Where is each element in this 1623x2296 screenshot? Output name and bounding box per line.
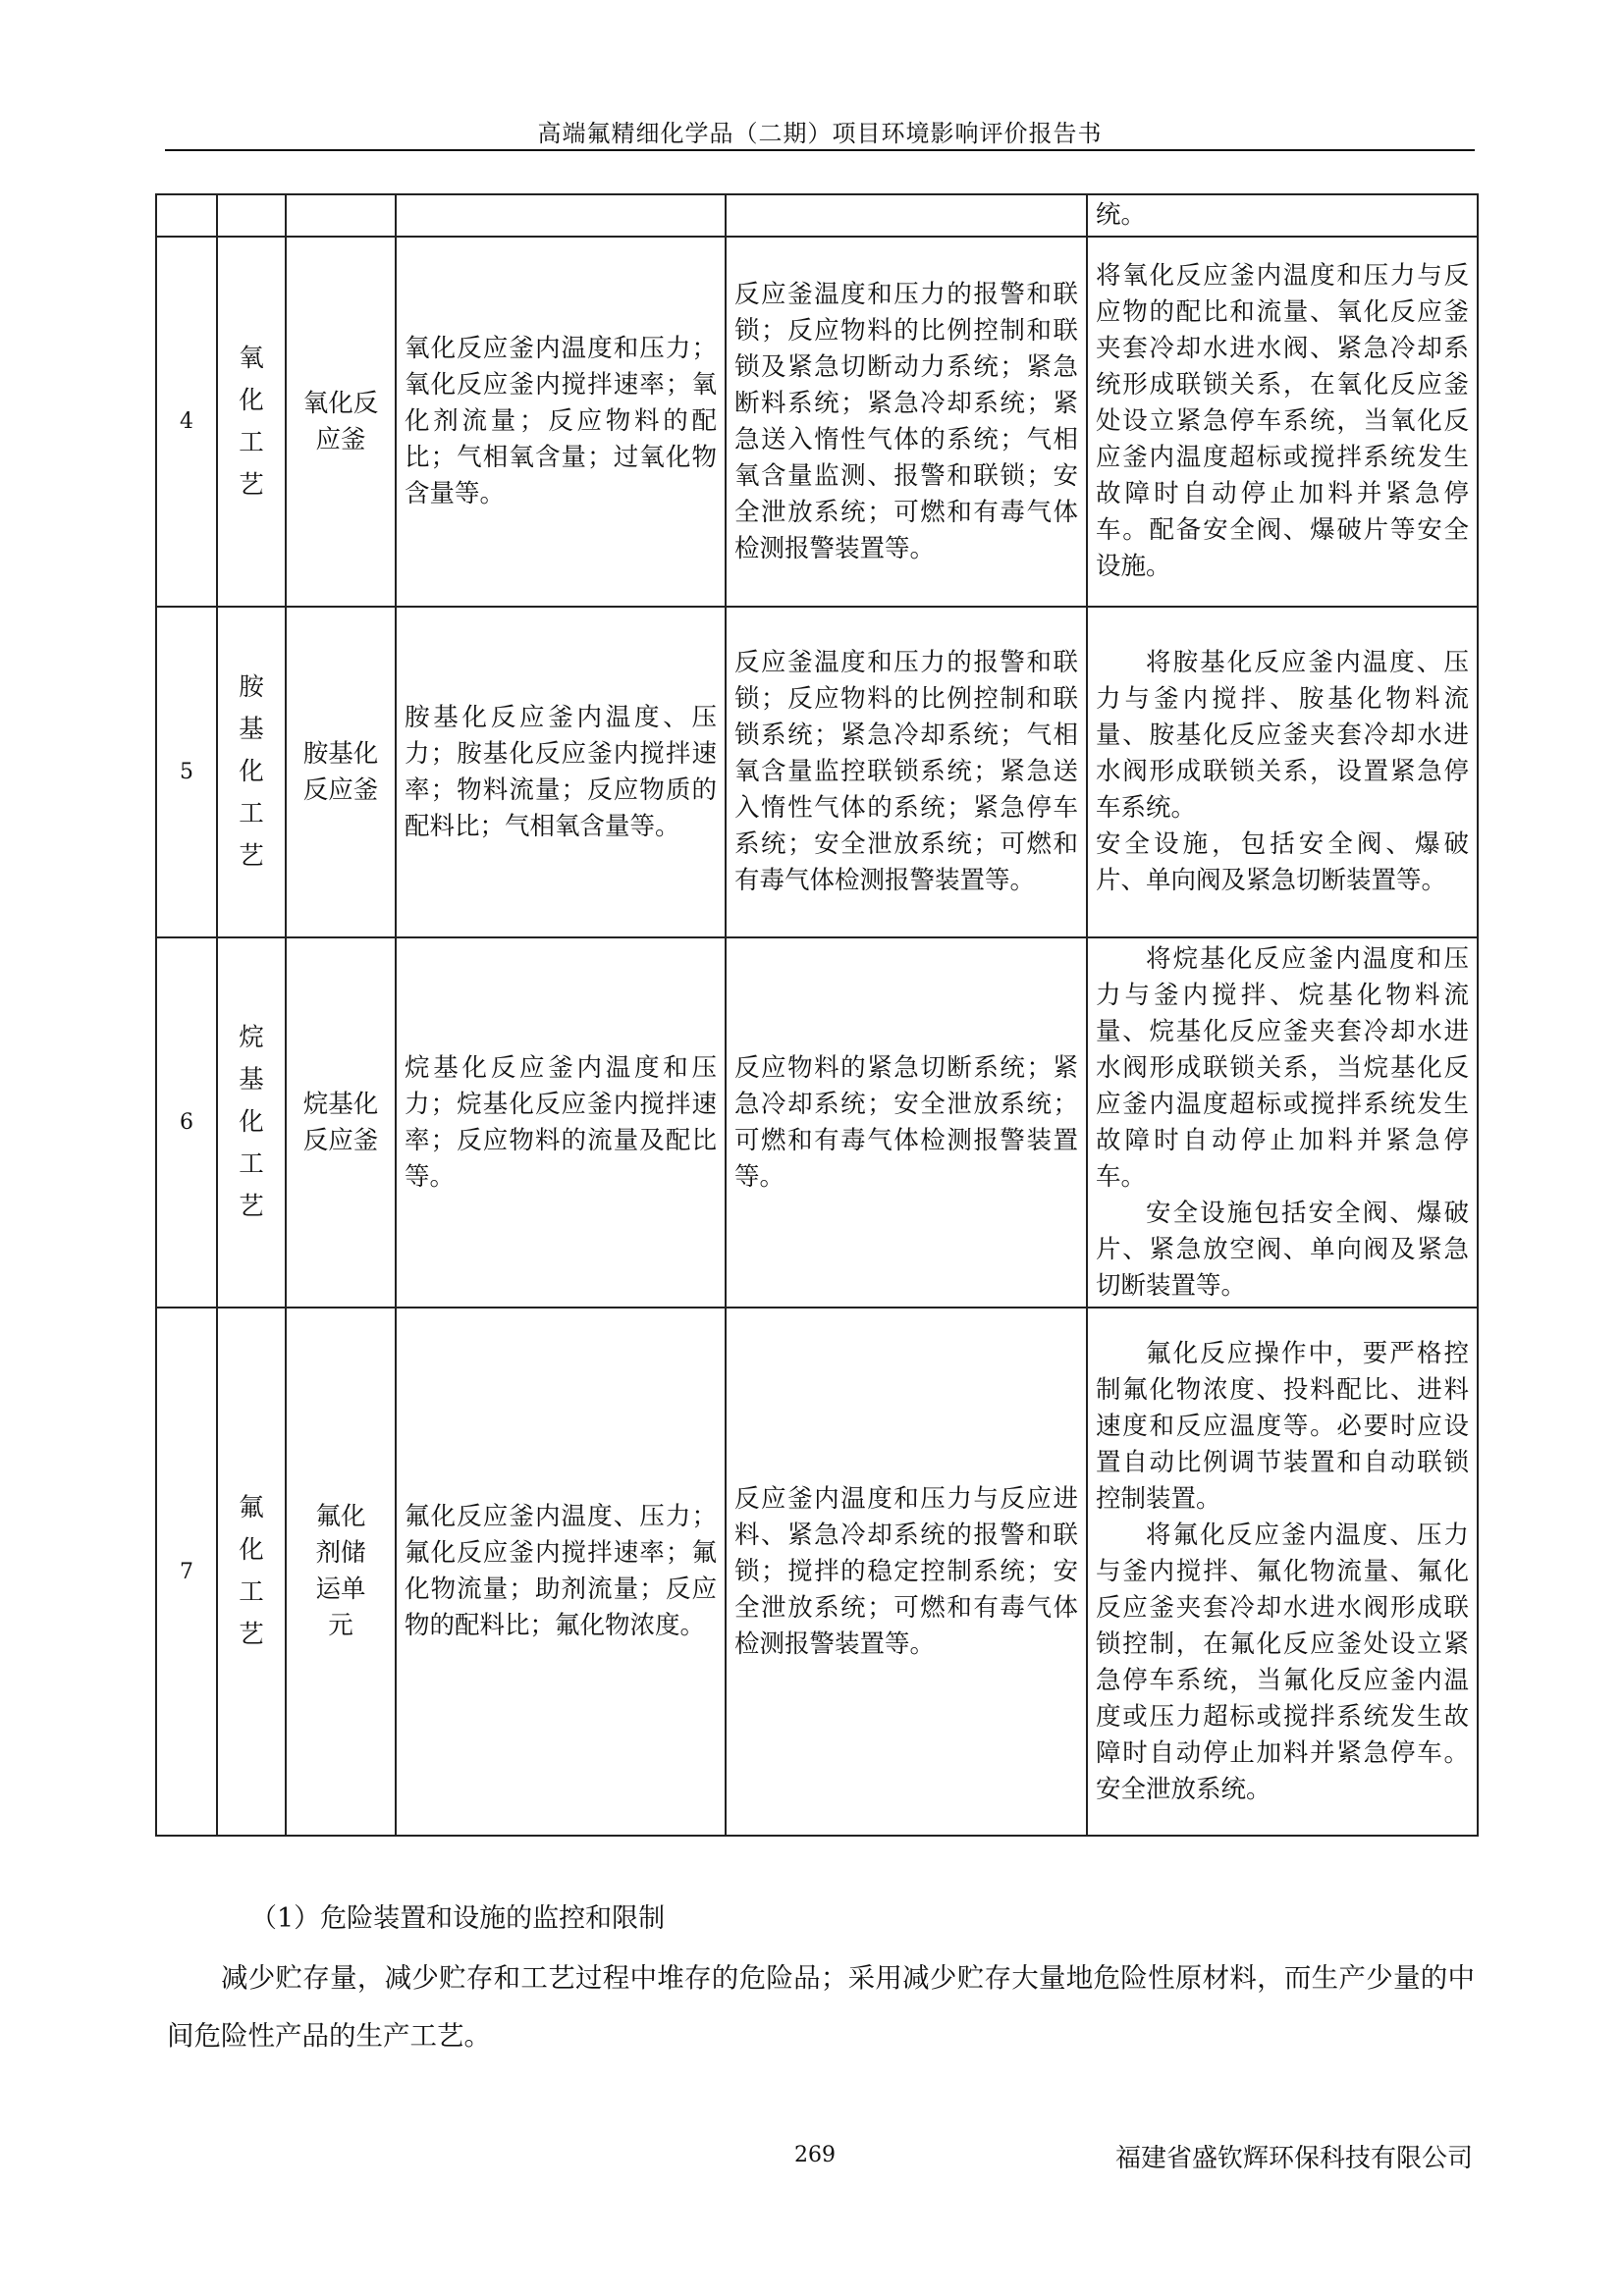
measures-cell xyxy=(1087,937,1478,1308)
parameters-cell: 氟化反应釜内温度、压力；氟化反应釜内搅拌速率；氟化物流量；助剂流量；反应物的配料比；氟化物浓度。 xyxy=(396,1308,726,1836)
parameters-cell: 氧化反应釜内温度和压力；氧化反应釜内搅拌速率；氧化剂流量；反应物料的配比；气相氧含量；过氧化物含量等。 xyxy=(396,237,726,607)
table-row xyxy=(156,237,1478,607)
controls-cell: 反应釜温度和压力的报警和联锁；反应物料的比例控制和联锁系统；紧急冷却系统；气相氧含量监控联锁系统；紧急送入惰性气体的系统；紧急停车系统；安全泄放系统；可燃和有毒气体检测报警装置等。 xyxy=(726,607,1087,937)
measures-paragraph: 安全设施包括安全阀、爆破片、紧急放空阀、单向阀及紧急切断装置等。 xyxy=(1096,1198,1469,1301)
page-header-title: 高端氟精细化学品（二期）项目环境影响评价报告书 xyxy=(537,120,1103,147)
process-name-cell: 氟化工艺 xyxy=(217,1308,286,1836)
measures-paragraph: 将胺基化反应釜内温度、压力与釜内搅拌、胺基化物料流量、胺基化反应釜夹套冷却水进水阀形成联锁关系，设置紧急停车系统。 xyxy=(1096,648,1469,823)
table-row xyxy=(156,1308,1478,1836)
controls-cell: 反应物料的紧急切断系统；紧急冷却系统；安全泄放系统；可燃和有毒气体检测报警装置等。 xyxy=(726,937,1087,1308)
process-name-cell: 烷基化工艺 xyxy=(217,937,286,1308)
header-rule xyxy=(165,149,1475,151)
measures-paragraph: 氟化反应操作中，要严格控制氟化物浓度、投料配比、进料速度和反应温度等。必要时应设置自动比例调节装置和自动联锁控制装置。 xyxy=(1096,1338,1469,1514)
device-cell: 胺基化反应釜 xyxy=(286,607,396,937)
measures-paragraph: 将氟化反应釜内温度、压力与釜内搅拌、氟化物流量、氟化反应釜夹套冷却水进水阀形成联锁控制，在氟化反应釜处设立紧急停车系统，当氟化反应釜内温度或压力超标或搅拌系统发生故障时自动停止加料并紧急停车。安全泄放系统。 xyxy=(1096,1520,1469,1804)
table-row-continued xyxy=(156,194,1478,237)
device-cell: 氟化剂储运单元 xyxy=(286,1308,396,1836)
measures-cell xyxy=(1087,607,1478,937)
parameters-cell: 烷基化反应釜内温度和压力；烷基化反应釜内搅拌速率；反应物料的流量及配比等。 xyxy=(396,937,726,1308)
table-row xyxy=(156,607,1478,937)
device-cell: 烷基化反应釜 xyxy=(286,937,396,1308)
section-heading: （1）危险装置和设施的监控和限制 xyxy=(250,1903,666,1934)
company-name: 福建省盛钦辉环保科技有限公司 xyxy=(1114,2144,1473,2173)
body-paragraph: 减少贮存量，减少贮存和工艺过程中堆存的危险品；采用减少贮存大量地危险性原材料，而生产少量的中间危险性产品的生产工艺。 xyxy=(167,1962,1475,2052)
measures-cell xyxy=(1087,237,1478,607)
measures-cell xyxy=(1087,1308,1478,1836)
controls-cell: 反应釜温度和压力的报警和联锁；反应物料的比例控制和联锁及紧急切断动力系统；紧急断料系统；紧急冷却系统；紧急送入惰性气体的系统；气相氧含量监测、报警和联锁；安全泄放系统；可燃和有毒气体检测报警装置等。 xyxy=(726,237,1087,607)
row-number: 5 xyxy=(156,607,217,937)
measures-paragraph: 安全设施，包括安全阀、爆破片、单向阀及紧急切断装置等。 xyxy=(1096,829,1469,895)
measures-paragraph: 将氧化反应釜内温度和压力与反应物的配比和流量、氧化反应釜夹套冷却水进水阀、紧急冷却系统形成联锁关系，在氧化反应釜处设立紧急停车系统，当氧化反应釜内温度超标或搅拌系统发生故障时自动停止加料并紧急停车。配备安全阀、爆破片等安全设施。 xyxy=(1096,261,1469,581)
parameters-cell: 胺基化反应釜内温度、压力；胺基化反应釜内搅拌速率；物料流量；反应物质的配料比；气相氧含量等。 xyxy=(396,607,726,937)
measures-paragraph: 将烷基化反应釜内温度和压力与釜内搅拌、烷基化物料流量、烷基化反应釜夹套冷却水进水阀形成联锁关系，当烷基化反应釜内温度超标或搅拌系统发生故障时自动停止加料并紧急停车。 xyxy=(1096,943,1469,1192)
controls-cell: 反应釜内温度和压力与反应进料、紧急冷却系统的报警和联锁；搅拌的稳定控制系统；安全泄放系统；可燃和有毒气体检测报警装置等。 xyxy=(726,1308,1087,1836)
process-safety-table xyxy=(155,193,1479,1837)
page-number: 269 xyxy=(794,2143,836,2167)
table-row xyxy=(156,937,1478,1308)
row-number: 6 xyxy=(156,937,217,1308)
measures-cell: 统。 xyxy=(1087,194,1478,237)
device-cell: 氧化反应釜 xyxy=(286,237,396,607)
process-name-cell: 胺基化工艺 xyxy=(217,607,286,937)
row-number: 4 xyxy=(156,237,217,607)
process-name-cell: 氧化工艺 xyxy=(217,237,286,607)
row-number: 7 xyxy=(156,1308,217,1836)
